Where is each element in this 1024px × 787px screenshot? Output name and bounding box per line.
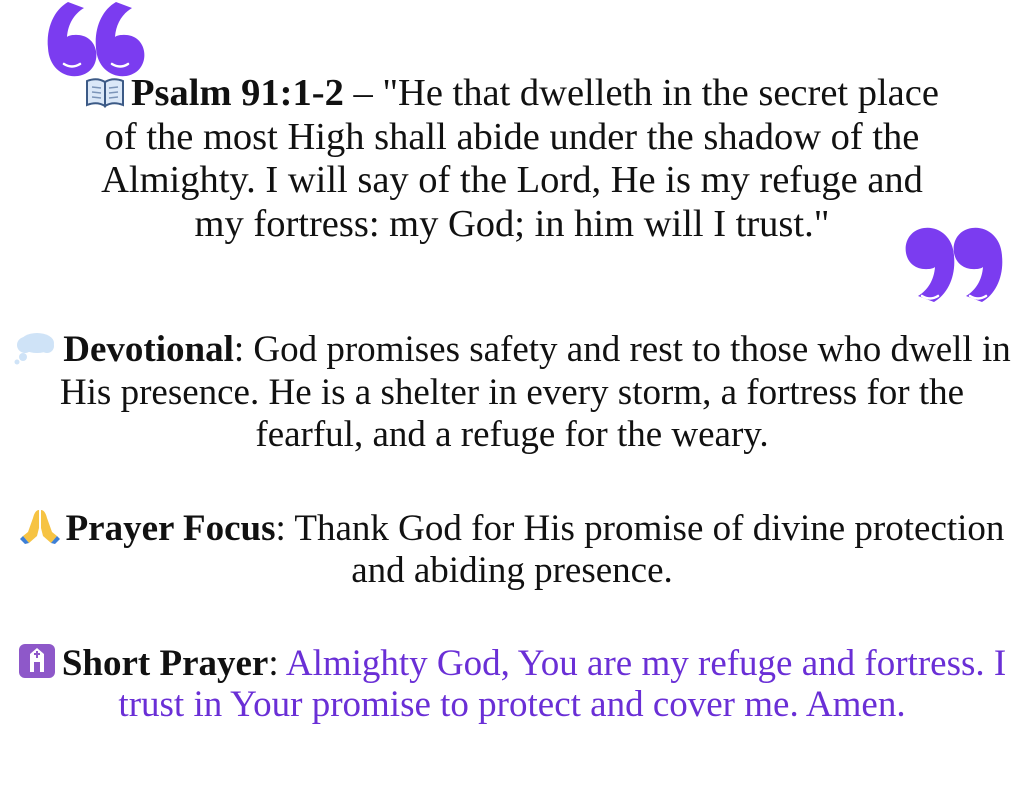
verse-separator: – [343, 72, 383, 114]
thought-bubble-icon [13, 331, 57, 365]
praying-hands-icon [20, 508, 60, 544]
open-quote-icon [46, 2, 146, 80]
open-book-icon [85, 77, 125, 109]
devotional-paragraph [5, 329, 1019, 457]
devotional-text: God promises safety and rest to those who dwell in His presence. He is a shelter in every storm, a fortress for the fearful, and a refuge for the weary. [59, 329, 1011, 455]
prayer-focus-paragraph [17, 508, 1007, 592]
prayer-focus-label: Prayer Focus [65, 508, 276, 549]
place-of-worship-icon [18, 643, 56, 679]
prayer-focus-separator: : [275, 508, 295, 549]
verse-text: "He that dwelleth in the secret place of the most High shall abide under the shadow of the Almighty. I will say of the Lord, He is my refuge and my fortress: my God; in him will I trust." [101, 72, 939, 245]
devotional-block [0, 329, 1024, 457]
verse-reference: Psalm 91:1-2 [131, 72, 344, 114]
short-prayer-paragraph [12, 643, 1012, 725]
short-prayer-separator: : [268, 643, 286, 684]
short-prayer-label: Short Prayer [61, 643, 269, 684]
devotional-label: Devotional [63, 329, 234, 370]
verse-paragraph [72, 72, 952, 246]
devotional-separator: : [233, 329, 254, 370]
short-prayer-text: Almighty God, You are my refuge and fortress. I trust in Your promise to protect and cover me. Amen. [118, 643, 1007, 725]
prayer-focus-block [0, 508, 1024, 592]
prayer-focus-text: Thank God for His promise of divine protection and abiding presence. [294, 508, 1005, 591]
verse-block [0, 72, 1024, 246]
short-prayer-block [0, 643, 1024, 725]
